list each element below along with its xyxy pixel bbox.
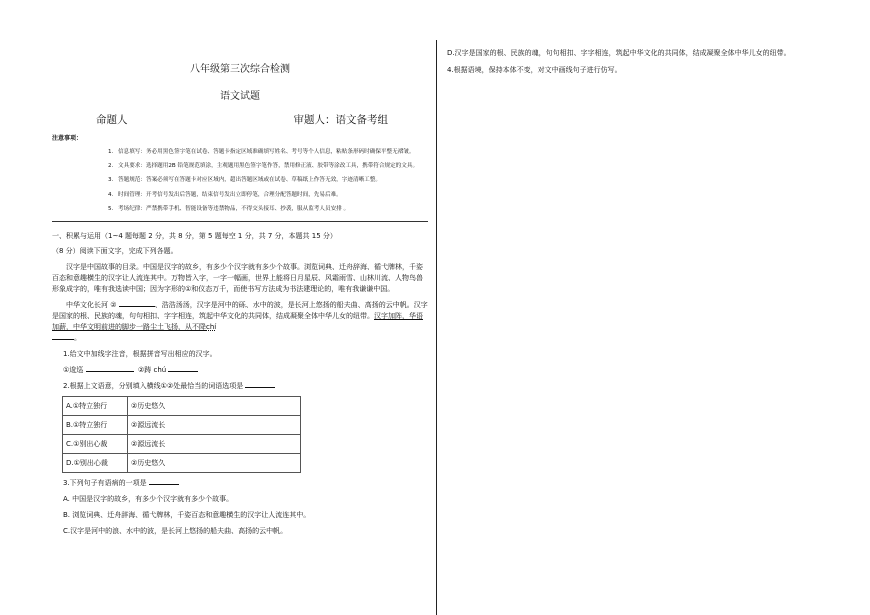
answer-blank-1b[interactable] (168, 371, 198, 372)
exam-subject: 语文试题 (220, 91, 260, 102)
passage-paragraph-1: 汉字是中国故事的目录。中国是汉字的故乡，有多少个汉字就有多少个故事。浏览词典、迁舟辞海、循弋牌林，千姿百态和意趣横生的汉字让人流连其中。万物皆入字，一字一幅画，世界上能将日月星辰、风霜雨雪、山林川流、人物鸟兽形象成字的，唯有我选读中国；因为字形的①和仪态万千，而使书写方法成为书法建理论的，唯有我谦谦中国。 (52, 263, 423, 294)
notice-heading: 注意事项： (52, 135, 83, 142)
reading-intro: （8 分）阅读下面文字，完成下列各题。 (52, 247, 178, 256)
notice-list (108, 148, 430, 213)
question-4: 4.根据语境，保持本体不变，对文中画线句子进行仿写。 (447, 66, 622, 74)
question-3-option-c: C.汉字是河中的浪、水中的波，是长河上悠扬的船夫曲、高扬的云中帆。 (63, 527, 288, 536)
table-row: C.①别出心裁 ②源远流长 (63, 435, 301, 454)
author-line (96, 112, 388, 127)
options-table (62, 396, 301, 473)
table-row: D.①别出心裁 ②历史悠久 (63, 454, 301, 473)
answer-blank-1a[interactable] (86, 371, 134, 372)
notice-divider (52, 221, 428, 222)
left-column (52, 48, 428, 537)
notice-item: 1. 信息填写：务必用黑色签字笔在试卷、答题卡指定区域准确填写姓名、考号等个人信息，粘贴条形码时确保平整无褶皱。 (108, 149, 415, 155)
section-heading: 一、积累与运用（1~4 题每题 2 分，共 8 分，第 5 题每空 1 分，共 7 分，本题共 15 分） (52, 232, 337, 241)
question-1-answers: ①逡巡 ②踌 chú (52, 365, 428, 376)
notice-item: 4. 时间管理：开考信号发出后答题，结束信号发出立即停笔，合理分配答题时间，先易后难。 (108, 191, 342, 198)
answer-blank-3[interactable] (149, 484, 179, 485)
table-row: B.①特立独行 ②源远流长 (63, 416, 301, 435)
reviewer-label: 审题人：语文备考组 (293, 114, 388, 126)
pinyin-chi: chí (206, 323, 217, 332)
question-3-option-b: B. 浏览词典、迁舟辞海、循弋牌林，千姿百态和意趣横生的汉字让人流连其中。 (63, 511, 311, 520)
author-label: 命题人 (96, 114, 128, 126)
question-3: 3.下列句子有语病的一项是 (52, 478, 428, 489)
answer-blank-2[interactable] (245, 387, 275, 388)
blank-2 (119, 306, 155, 307)
question-3-option-d: D.汉字是国家的根、民族的魂，句句相扣、字字相连，筑起中华文化的共同体，结成凝聚全体中华儿女的纽带。 (447, 49, 791, 57)
question-2: 2.根据上文语意，分别填入横线①②处最恰当的词语选项是 (52, 381, 428, 392)
exam-title: 八年级第三次综合检测 (190, 64, 290, 75)
question-1: 1.给文中加线字注音，根据拼音写出相应的汉字。 (63, 350, 217, 359)
underlined-sentence: 汉字加阵，华语加薪，中华文明前进的脚步一路尘土飞扬，从不降 (52, 312, 423, 332)
right-column (447, 48, 827, 76)
notice-item: 5. 考场纪律：严禁携带手机、智能设备等违禁物品，不得交头接耳、抄袭，服从监考人员安排 。 (108, 205, 350, 212)
notice-item: 2. 文具要求：选择题用2B 铅笔规范填涂，主观题用黑色签字笔作答，禁用修正液、胶带等涂改工具，携带符合规定的文具。 (108, 163, 419, 170)
passage-paragraph-2: 中华文化长河 ② 、浩浩汤汤，汉字是河中的砾、水中的波，是长河上悠扬的船夫曲、高扬的云中帆。汉字是国家的根、民族的魂，句句相扣、字字相连，筑起中华文化的共同体，结成凝聚全体中华儿女的纽带。汉字加阵，华语加薪，中华文明前进的脚步一路尘土飞扬，从不降chí 。 (52, 301, 428, 343)
question-3-option-a: A. 中国是汉字的故乡，有多少个汉字就有多少个故事。 (63, 495, 234, 504)
notice-item: 3. 答题规范：答案必须写在答题卡对应区域内，超出答题区域或在试卷、草稿纸上作答无效，字迹清晰工整。 (108, 177, 381, 184)
blank-chi (52, 339, 74, 340)
column-divider (436, 40, 437, 615)
table-row: A.①特立独行 ②历史悠久 (63, 397, 301, 416)
